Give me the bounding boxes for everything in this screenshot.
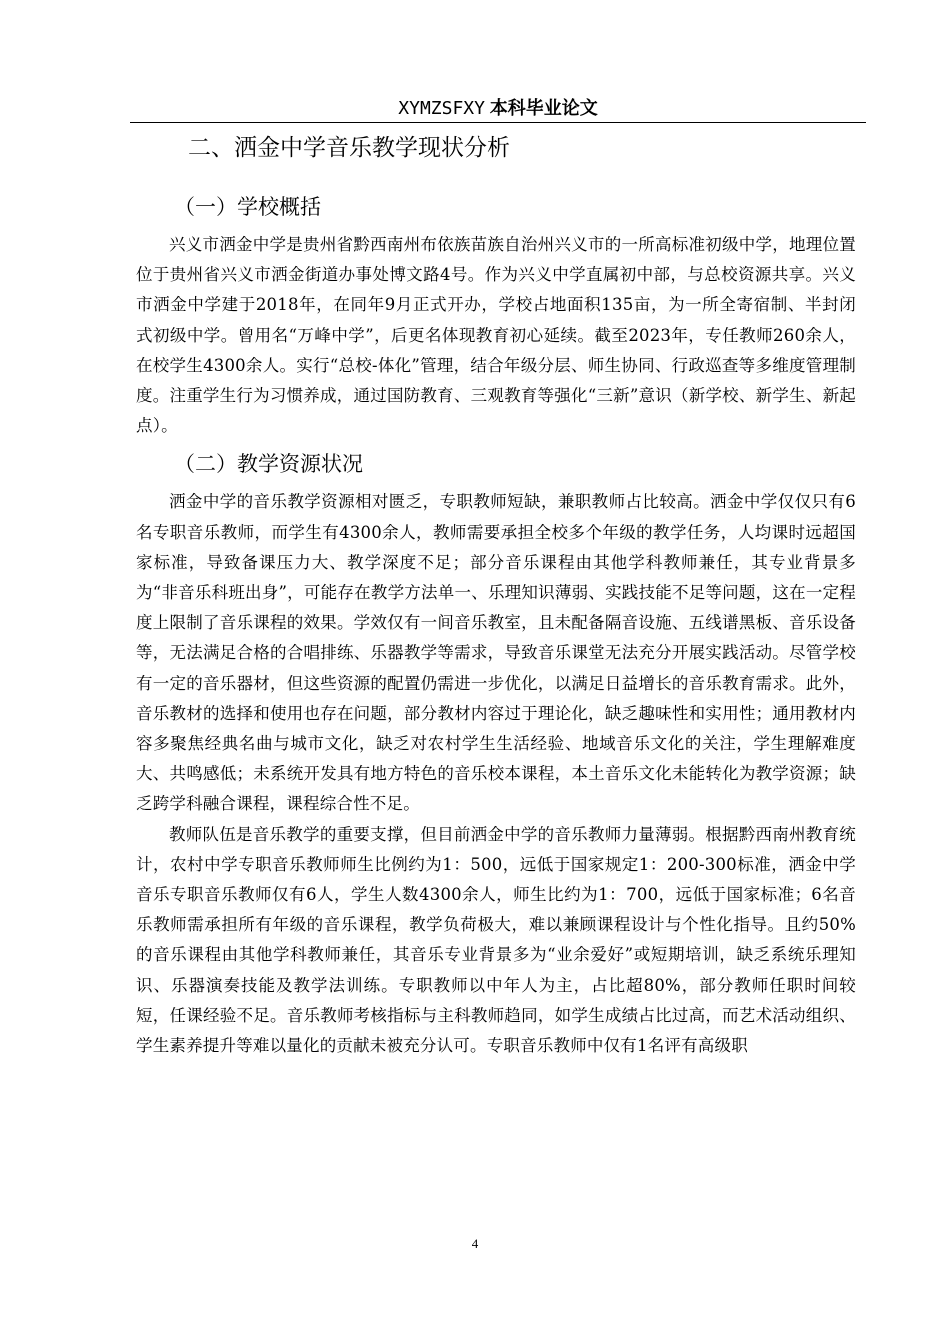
paragraph-teaching-resources: 洒金中学的音乐教学资源相对匮乏，专职教师短缺，兼职教师占比较高。洒金中学仅仅只有6名专职音乐教师，而学生有4300余人，教师需要承担全校多个年级的教学任务，人均课时远超国家标准，导致备课压力大、教学深度不足；部分音乐课程由其他学科教师兼任，其专业背景多为“非音乐科班出身”，可能存在教学方法单一、乐理知识薄弱、实践技能不足等问题，这在一定程度上限制了音乐课程的效果。学效仅有一间音乐教室，且未配备隔音设施、五线谱黑板、音乐设备等，无法满足合格的合唱排练、乐器教学等需求，导致音乐课堂无法充分开展实践活动。尽管学校有一定的音乐器材，但这些资源的配置仍需进一步优化，以满足日益增长的音乐教育需求。此外，音乐教材的选择和使用也存在问题，部分教材内容过于理论化，缺乏趣味性和实用性；通用教材内容多聚焦经典名曲与城市文化，缺乏对农村学生生活经验、地域音乐文化的关注，学生理解难度大、共鸣感低；未系统开发具有地方特色的音乐校本课程，本土音乐文化未能转化为教学资源；缺乏跨学科融合课程，课程综合性不足。 (136, 492, 856, 814)
paragraph-school-overview: 兴义市洒金中学是贵州省黔西南州布依族苗族自治州兴义市的一所高标准初级中学，地理位置位于贵州省兴义市洒金街道办事处博文路4号。作为兴义中学直属初中部，与总校资源共享。兴义市洒金中学建于2018年，在同年9月正式开办，学校占地面积135亩，为一所全寄宿制、半封闭式初级中学。曾用名“万峰中学”，后更名体现教育初心延续。截至2023年，专任教师260余人，在校学生4300余人。实行“总校-体化”管理，结合年级分层、师生协同、行政巡查等多维度管理制度。注重学生行为习惯养成，通过国防教育、三观教育等强化“三新”意识（新学校、新学生、新起点）。 (136, 235, 856, 436)
header-code: XYMZSFXY (398, 98, 485, 119)
section-title: 二、洒金中学音乐教学现状分析 (188, 135, 510, 161)
subsection-title-teaching-resources: （二）教学资源状况 (174, 452, 363, 477)
header-label: 本科毕业论文 (489, 98, 598, 119)
page-number: 4 (471, 1236, 479, 1251)
page-body (136, 122, 856, 1061)
page-header (130, 96, 866, 123)
paragraph-teacher-team: 教师队伍是音乐教学的重要支撑，但目前洒金中学的音乐教师力量薄弱。根据黔西南州教育统计，农村中学专职音乐教师师生比例约为1：500，远低于国家规定1：200-300标准，洒金中学音乐专职音乐教师仅有6人，学生人数4300余人，师生比约为1：700，远低于国家标准；6名音乐教师需承担所有年级的音乐课程，教学负荷极大，难以兼顾课程设计与个性化指导。且约50%的音乐课程由其他学科教师兼任，其音乐专业背景多为“业余爱好”或短期培训，缺乏系统乐理知识、乐器演奏技能及教学法训练。专职教师以中年人为主，占比超80%，部分教师任职时间较短，任课经验不足。音乐教师考核指标与主科教师趋同，如学生成绩占比过高，而艺术活动组织、学生素养提升等难以量化的贡献未被充分认可。专职音乐教师中仅有1名评有高级职 (136, 824, 856, 1056)
subsection-title-school-overview: （一）学校概括 (174, 195, 321, 219)
